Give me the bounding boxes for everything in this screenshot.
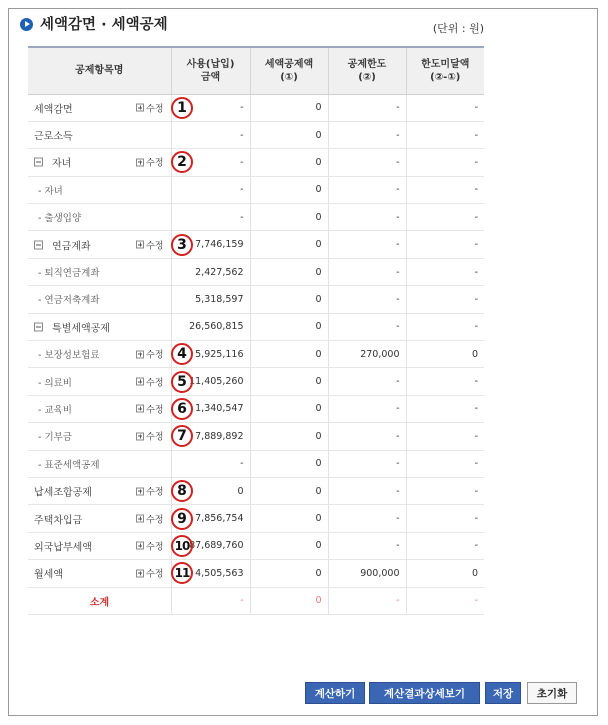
edit-label: 수정 bbox=[146, 569, 164, 580]
edit-label: 수정 bbox=[146, 350, 164, 361]
header-unused: 한도미달액 (②-①) bbox=[406, 47, 484, 94]
used-cell: - bbox=[171, 176, 250, 203]
item-name-cell bbox=[28, 286, 171, 313]
total-credit-cell: 0 bbox=[250, 587, 328, 614]
header-limit: 공제한도 (②) bbox=[328, 47, 406, 94]
item-name-cell bbox=[28, 204, 171, 231]
unused-cell: - bbox=[406, 94, 484, 121]
item-label: 근로소득 bbox=[34, 131, 73, 143]
calculate-button[interactable]: 계산하기 bbox=[305, 682, 365, 704]
collapse-toggle-icon[interactable] bbox=[34, 158, 43, 167]
edit-label: 수정 bbox=[146, 487, 164, 498]
edit-button[interactable] bbox=[136, 348, 163, 361]
table-row bbox=[28, 121, 484, 148]
table-row bbox=[28, 258, 484, 285]
annotation-marker: 10 bbox=[171, 535, 193, 557]
plus-box-icon bbox=[136, 515, 144, 523]
unused-cell: - bbox=[406, 258, 484, 285]
limit-cell: - bbox=[328, 477, 406, 504]
item-label: 주택차입금 bbox=[34, 515, 83, 527]
limit-cell: - bbox=[328, 368, 406, 395]
plus-box-icon bbox=[136, 542, 144, 550]
unused-cell: - bbox=[406, 368, 484, 395]
used-cell: 0 bbox=[171, 477, 250, 504]
plus-box-icon bbox=[136, 158, 144, 166]
item-label: - 기부금 bbox=[38, 432, 72, 444]
unused-cell: - bbox=[406, 395, 484, 422]
table-row bbox=[28, 395, 484, 422]
unused-cell: 0 bbox=[406, 560, 484, 587]
section-header bbox=[20, 14, 484, 36]
used-cell: - bbox=[171, 94, 250, 121]
edit-label: 수정 bbox=[146, 515, 164, 526]
item-name-cell bbox=[28, 477, 187, 504]
limit-cell: - bbox=[328, 231, 406, 258]
table-row bbox=[28, 149, 484, 176]
limit-cell: - bbox=[328, 121, 406, 148]
credit-cell: 0 bbox=[250, 286, 328, 313]
table-row bbox=[28, 94, 484, 121]
plus-box-icon bbox=[136, 241, 144, 249]
used-cell: 7,746,159 bbox=[171, 231, 250, 258]
limit-cell: - bbox=[328, 505, 406, 532]
annotation-marker: 6 bbox=[171, 398, 193, 420]
table-row bbox=[28, 313, 484, 340]
used-cell: 1,340,547 bbox=[171, 395, 250, 422]
table-row bbox=[28, 477, 484, 504]
annotation-marker: 8 bbox=[171, 480, 193, 502]
item-name-cell bbox=[28, 341, 187, 368]
used-cell: 2,427,562 bbox=[171, 258, 250, 285]
item-name-cell bbox=[28, 423, 187, 450]
credit-cell: 0 bbox=[250, 505, 328, 532]
item-name-cell bbox=[28, 313, 171, 340]
limit-cell: - bbox=[328, 176, 406, 203]
unused-cell: - bbox=[406, 313, 484, 340]
limit-cell: - bbox=[328, 532, 406, 559]
item-label: 특별세액공제 bbox=[52, 323, 110, 335]
credit-cell: 0 bbox=[250, 94, 328, 121]
table-row bbox=[28, 505, 484, 532]
total-used-cell: - bbox=[171, 587, 250, 614]
unused-cell: - bbox=[406, 176, 484, 203]
item-name-cell bbox=[28, 450, 171, 477]
item-name-cell bbox=[28, 258, 171, 285]
annotation-marker: 5 bbox=[171, 371, 193, 393]
credit-cell: 0 bbox=[250, 368, 328, 395]
limit-cell: - bbox=[328, 395, 406, 422]
header-credit: 세액공제액 (①) bbox=[250, 47, 328, 94]
plus-box-icon bbox=[136, 569, 144, 577]
edit-button[interactable] bbox=[136, 101, 163, 114]
plus-box-icon bbox=[136, 104, 144, 112]
item-label: 세액감면 bbox=[34, 104, 73, 116]
edit-button[interactable] bbox=[136, 156, 163, 169]
unused-cell: - bbox=[406, 204, 484, 231]
credit-cell: 0 bbox=[250, 341, 328, 368]
table-row bbox=[28, 286, 484, 313]
credit-cell: 0 bbox=[250, 121, 328, 148]
item-name-cell bbox=[28, 395, 187, 422]
calc-detail-button[interactable]: 계산결과상세보기 bbox=[369, 682, 480, 704]
unused-cell: - bbox=[406, 532, 484, 559]
edit-label: 수정 bbox=[146, 104, 164, 115]
table-row bbox=[28, 560, 484, 587]
table-row bbox=[28, 231, 484, 258]
edit-button[interactable] bbox=[136, 485, 163, 498]
table-row bbox=[28, 341, 484, 368]
unused-cell: - bbox=[406, 231, 484, 258]
table-row bbox=[28, 368, 484, 395]
credit-cell: 0 bbox=[250, 149, 328, 176]
plus-box-icon bbox=[136, 405, 144, 413]
credit-cell: 0 bbox=[250, 258, 328, 285]
item-label: - 표준세액공제 bbox=[38, 459, 100, 471]
unused-cell: - bbox=[406, 450, 484, 477]
header-item: 공제항목명 bbox=[28, 47, 171, 94]
limit-cell: - bbox=[328, 423, 406, 450]
used-cell: - bbox=[171, 450, 250, 477]
deduction-table bbox=[28, 46, 484, 615]
collapse-toggle-icon[interactable] bbox=[34, 322, 43, 331]
limit-cell: - bbox=[328, 450, 406, 477]
used-cell: 87,689,760 bbox=[171, 532, 250, 559]
used-cell: - bbox=[171, 204, 250, 231]
edit-label: 수정 bbox=[146, 158, 164, 169]
limit-cell: - bbox=[328, 204, 406, 231]
limit-cell: - bbox=[328, 258, 406, 285]
unused-cell: - bbox=[406, 505, 484, 532]
annotation-marker: 11 bbox=[171, 562, 193, 584]
item-label: - 의료비 bbox=[38, 377, 72, 389]
credit-cell: 0 bbox=[250, 231, 328, 258]
credit-cell: 0 bbox=[250, 176, 328, 203]
limit-cell: 270,000 bbox=[328, 341, 406, 368]
total-unused-cell: - bbox=[406, 587, 484, 614]
used-cell: 7,889,892 bbox=[171, 423, 250, 450]
edit-button[interactable] bbox=[136, 539, 163, 552]
edit-label: 수정 bbox=[146, 241, 164, 252]
annotation-marker: 2 bbox=[171, 151, 193, 173]
table-row bbox=[28, 532, 484, 559]
item-label: 외국납부세액 bbox=[34, 542, 92, 554]
unused-cell: - bbox=[406, 423, 484, 450]
item-name-cell bbox=[28, 505, 187, 532]
collapse-toggle-icon[interactable] bbox=[34, 240, 43, 249]
table-row bbox=[28, 204, 484, 231]
limit-cell: - bbox=[328, 94, 406, 121]
total-row bbox=[28, 587, 484, 614]
item-label: - 출생입양 bbox=[38, 213, 82, 225]
used-cell: 11,405,260 bbox=[171, 368, 250, 395]
table-row bbox=[28, 450, 484, 477]
edit-button[interactable] bbox=[136, 512, 163, 525]
table-header-row bbox=[28, 47, 484, 94]
edit-button[interactable] bbox=[136, 238, 163, 251]
annotation-marker: 9 bbox=[171, 508, 193, 530]
total-label: 소계 bbox=[89, 597, 110, 609]
edit-label: 수정 bbox=[146, 432, 164, 443]
unused-cell: - bbox=[406, 149, 484, 176]
item-name-cell bbox=[28, 231, 187, 258]
edit-button[interactable] bbox=[136, 430, 163, 443]
arrow-circle-icon bbox=[20, 18, 33, 31]
reset-button[interactable]: 초기화 bbox=[527, 682, 577, 704]
item-label: 납세조합공제 bbox=[34, 487, 92, 499]
header-used: 사용(납입) 금액 bbox=[171, 47, 250, 94]
table-row bbox=[28, 176, 484, 203]
unused-cell: - bbox=[406, 121, 484, 148]
credit-cell: 0 bbox=[250, 423, 328, 450]
credit-cell: 0 bbox=[250, 204, 328, 231]
plus-box-icon bbox=[136, 378, 144, 386]
credit-cell: 0 bbox=[250, 560, 328, 587]
item-label: - 보장성보험료 bbox=[38, 350, 100, 362]
item-name-cell bbox=[28, 176, 171, 203]
used-cell: 5,318,597 bbox=[171, 286, 250, 313]
limit-cell: 900,000 bbox=[328, 560, 406, 587]
total-limit-cell: - bbox=[328, 587, 406, 614]
used-cell: 4,505,563 bbox=[171, 560, 250, 587]
credit-cell: 0 bbox=[250, 313, 328, 340]
item-name-cell bbox=[28, 368, 187, 395]
used-cell: - bbox=[171, 121, 250, 148]
edit-label: 수정 bbox=[146, 378, 164, 389]
edit-button[interactable] bbox=[136, 402, 163, 415]
edit-button[interactable] bbox=[136, 567, 163, 580]
table-row bbox=[28, 423, 484, 450]
limit-cell: - bbox=[328, 149, 406, 176]
edit-label: 수정 bbox=[146, 405, 164, 416]
credit-cell: 0 bbox=[250, 532, 328, 559]
plus-box-icon bbox=[136, 487, 144, 495]
limit-cell: - bbox=[328, 313, 406, 340]
used-cell: 7,856,754 bbox=[171, 505, 250, 532]
total-name-cell bbox=[28, 587, 171, 614]
annotation-marker: 4 bbox=[171, 343, 193, 365]
credit-cell: 0 bbox=[250, 477, 328, 504]
item-label: 월세액 bbox=[34, 569, 63, 581]
plus-box-icon bbox=[136, 350, 144, 358]
credit-cell: 0 bbox=[250, 450, 328, 477]
item-label: 자녀 bbox=[52, 158, 72, 170]
save-button[interactable]: 저장 bbox=[485, 682, 521, 704]
item-label: - 퇴직연금계좌 bbox=[38, 268, 100, 280]
item-label: 연금계좌 bbox=[52, 241, 91, 253]
used-cell: 5,925,116 bbox=[171, 341, 250, 368]
used-cell: - bbox=[171, 149, 250, 176]
unused-cell: - bbox=[406, 286, 484, 313]
edit-button[interactable] bbox=[136, 375, 163, 388]
item-name-cell bbox=[28, 121, 171, 148]
unused-cell: - bbox=[406, 477, 484, 504]
annotation-marker: 1 bbox=[171, 97, 193, 119]
unused-cell: 0 bbox=[406, 341, 484, 368]
section-title: 세액감면 · 세액공제 bbox=[40, 17, 168, 33]
credit-cell: 0 bbox=[250, 395, 328, 422]
item-name-cell bbox=[28, 532, 190, 559]
item-name-cell bbox=[28, 149, 187, 176]
item-label: - 교육비 bbox=[38, 404, 72, 416]
edit-label: 수정 bbox=[146, 542, 164, 553]
unit-label: (단위 : 원) bbox=[432, 22, 484, 35]
item-label: - 연금저축계좌 bbox=[38, 295, 100, 307]
limit-cell: - bbox=[328, 286, 406, 313]
plus-box-icon bbox=[136, 432, 144, 440]
used-cell: 26,560,815 bbox=[171, 313, 250, 340]
annotation-marker: 3 bbox=[171, 234, 193, 256]
annotation-marker: 7 bbox=[171, 425, 193, 447]
item-label: - 자녀 bbox=[38, 185, 63, 197]
item-name-cell bbox=[28, 560, 190, 587]
item-name-cell bbox=[28, 94, 187, 121]
